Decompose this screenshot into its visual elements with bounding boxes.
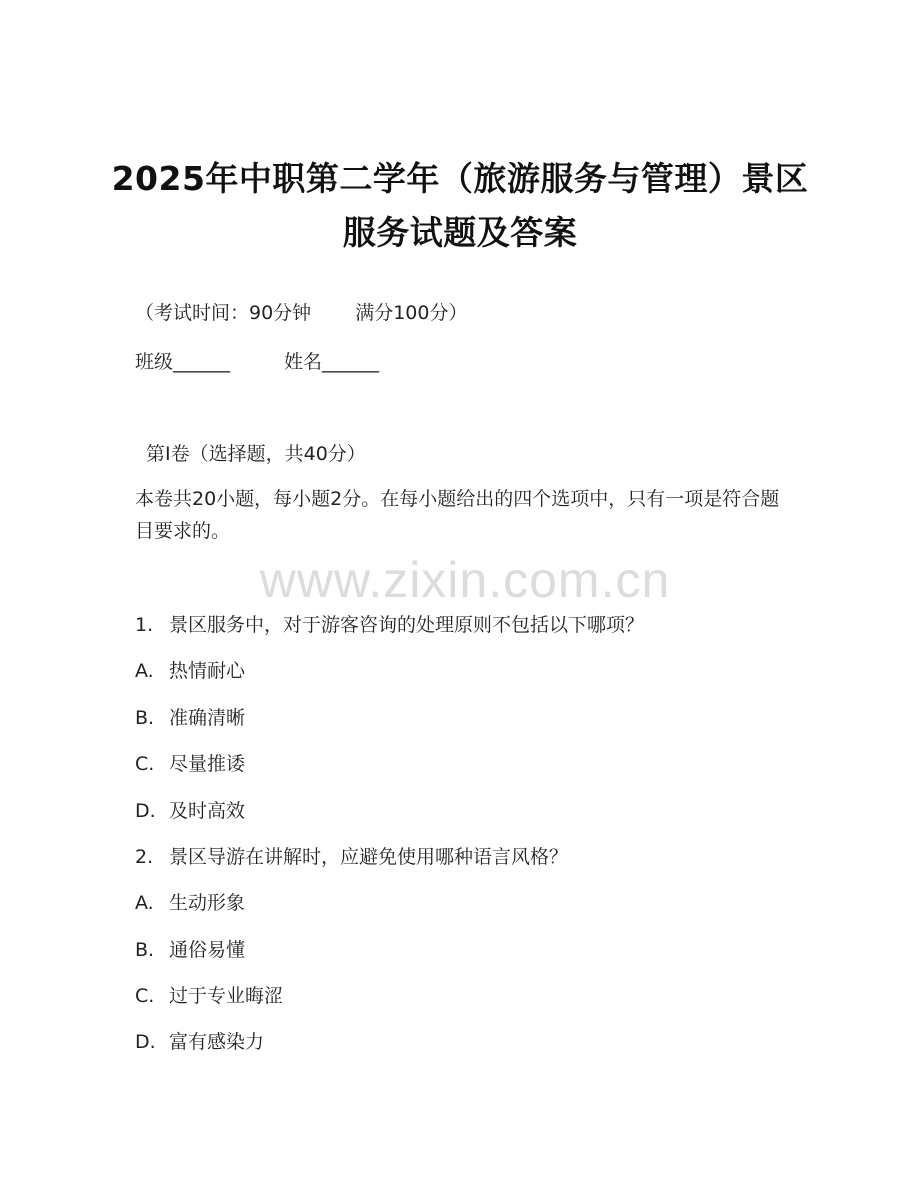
exam-time: （考试时间：90分钟 <box>135 302 312 324</box>
name-label: 姓名______ <box>284 351 380 373</box>
watermark: www.zixin.com.cn <box>259 552 671 608</box>
question-number: 1. <box>135 614 154 636</box>
option-label: B. <box>135 707 155 729</box>
option-text: 尽量推诿 <box>169 753 246 775</box>
question-1 <box>135 610 644 640</box>
question-1-option-b <box>135 703 245 733</box>
option-label: D. <box>135 1031 156 1053</box>
option-label: C. <box>135 753 155 775</box>
question-1-option-a <box>135 656 245 686</box>
question-text: 景区服务中，对于游客咨询的处理原则不包括以下哪项？ <box>169 614 645 636</box>
option-text: 准确清晰 <box>169 707 246 729</box>
option-text: 富有感染力 <box>169 1031 265 1053</box>
question-1-option-c <box>135 749 245 779</box>
section-intro: 本卷共20小题，每小题2分。在每小题给出的四个选项中，只有一项是符合题目要求的。 <box>135 488 780 542</box>
question-2-option-d <box>135 1027 264 1057</box>
question-text: 景区导游在讲解时，应避免使用哪种语言风格？ <box>169 846 569 868</box>
question-2-option-c <box>135 981 283 1011</box>
option-text: 通俗易懂 <box>169 939 246 961</box>
option-label: A. <box>135 660 154 682</box>
class-label: 班级______ <box>135 351 231 373</box>
section-title: 第Ⅰ卷（选择题，共40分） <box>146 443 366 465</box>
option-label: A. <box>135 892 154 914</box>
exam-info <box>135 298 467 328</box>
exam-score: 满分100分） <box>355 302 468 324</box>
option-label: C. <box>135 985 155 1007</box>
document-title: 2025年中职第二学年（旅游服务与管理）景区服务试题及答案 <box>111 159 809 252</box>
option-text: 过于专业晦涩 <box>169 985 284 1007</box>
question-number: 2. <box>135 846 154 868</box>
option-label: D. <box>135 800 156 822</box>
option-text: 生动形象 <box>169 892 246 914</box>
question-2 <box>135 842 568 872</box>
option-label: B. <box>135 939 155 961</box>
question-1-option-d <box>135 796 245 826</box>
class-name-row <box>135 347 379 377</box>
option-text: 热情耐心 <box>169 660 246 682</box>
option-text: 及时高效 <box>169 800 246 822</box>
question-2-option-b <box>135 935 245 965</box>
question-2-option-a <box>135 888 245 918</box>
